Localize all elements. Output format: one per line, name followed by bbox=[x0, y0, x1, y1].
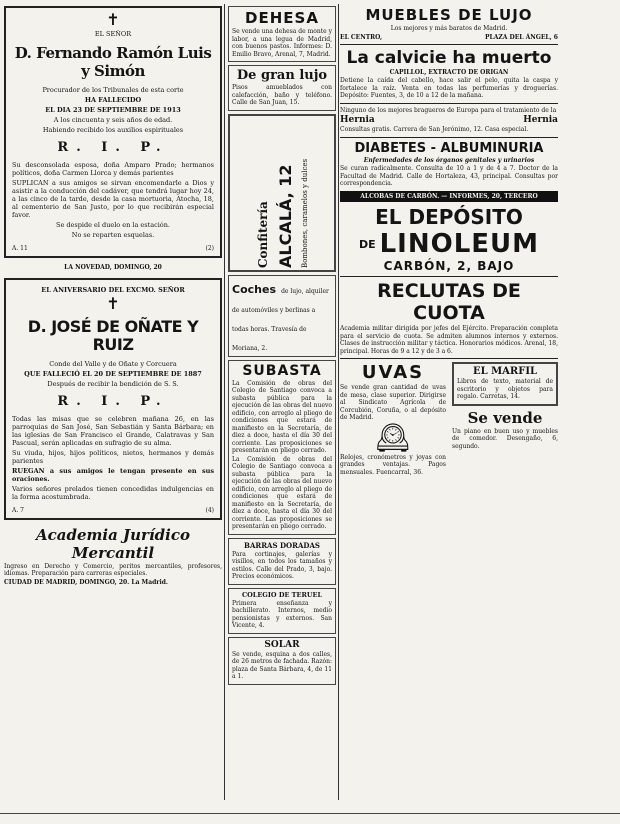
alcobas-banner: ALCOBAS DE CARBÓN. — INFORMES, 20, TERCERO bbox=[340, 191, 558, 203]
calvicie-ad bbox=[340, 48, 558, 100]
colegio-text: Primera enseñanza y bachillerato. Internos, medio pensionistas y externos. San Vicente, 4. bbox=[232, 599, 332, 629]
deposito-heading: EL DEPÓSITO bbox=[375, 205, 523, 229]
obit-age: A los cincuenta y seis años de edad. bbox=[53, 116, 173, 124]
diabetes-text: Se curan radicalmente. Consulta de 10 a 1 y de 4 a 7. Doctor de la Facultad de Madrid. Calle de Hortaleza, 43, principal. Consultas por correspondencia. bbox=[340, 165, 558, 187]
obit2-request: RUEGAN a sus amigos le tengan presente en sus oraciones. bbox=[12, 466, 214, 483]
coches-text: de lujo, alquiler de automóviles y berlinas a todas horas. Travesía de Moriana, 2. bbox=[232, 287, 329, 352]
muebles-ad bbox=[340, 6, 558, 41]
calvicie-text: Detiene la caída del cabello, hace salir el pelo, quita la caspa y fortalece la raíz. Venta en todas las perfumerías y droguerías. Depósito: Fuentes, 3, de 10 a 12 de la mañana. bbox=[340, 77, 558, 99]
marfil-text: Libros de texto, material de escritorio y objetos para regalo. Carretas, 14. bbox=[457, 378, 553, 400]
vende-title: Se vende bbox=[467, 408, 543, 427]
de-word: DE bbox=[358, 237, 376, 251]
column-classifieds bbox=[228, 6, 336, 688]
dehesa-text: Se vende una dehesa de monte y labor, a una legua de Madrid, con buenos pastos. Informes: D. Emilio Bravo, Arenal, 7, Madrid. bbox=[232, 28, 332, 58]
coches-title: Coches bbox=[232, 282, 276, 296]
cross-icon: ✝ bbox=[106, 10, 120, 29]
braguero-ad bbox=[340, 107, 558, 134]
solar-text: Se vende, esquina a dos calles, de 26 metros de fachada. Razón: plaza de Santa Bárbara, 4, de 11 a 1. bbox=[232, 650, 332, 680]
solar-title: SOLAR bbox=[264, 639, 300, 650]
obit-sacraments: Habiendo recibido los auxilios espirituales bbox=[42, 126, 184, 134]
clock-icon: 🕰 bbox=[375, 420, 411, 454]
muebles-title: MUEBLES DE LUJO bbox=[365, 6, 533, 24]
obit-code-right: (2) bbox=[205, 245, 214, 252]
subasta-ad bbox=[228, 360, 336, 535]
page-signature: LA NOVEDAD, DOMINGO, 20 bbox=[64, 264, 162, 271]
braguero-text: Ninguno de los mejores bragueros de Europa para el tratamiento de la bbox=[340, 106, 557, 114]
reclutas-title: RECLUTAS DE CUOTA bbox=[377, 280, 521, 324]
obituary-onate bbox=[4, 278, 222, 520]
marfil-ad bbox=[452, 362, 558, 406]
solar-ad bbox=[228, 637, 336, 685]
calvicie-title: La calvicie ha muerto bbox=[346, 47, 552, 68]
diabetes-sub: Enfermedades de los órganos genitales y urinarios bbox=[363, 156, 535, 164]
lujo-ad bbox=[228, 65, 336, 111]
obit-duelo: Se despide el duelo en la estación. bbox=[56, 221, 170, 229]
column-obituaries bbox=[4, 6, 222, 587]
calvicie-sub: CAPILLOL, EXTRACTO DE ORIGAN bbox=[389, 68, 509, 76]
obit-fallecio: HA FALLECIDO bbox=[84, 96, 142, 104]
colegio-title: COLEGIO DE TERUEL bbox=[241, 590, 323, 599]
uvas-title: UVAS bbox=[361, 362, 425, 383]
coches-ad bbox=[228, 275, 336, 357]
colegio-ad bbox=[228, 588, 336, 634]
obit2-code-right: (4) bbox=[205, 506, 214, 514]
obit-request: SUPLICAN a sus amigos se sirvan encomendarle a Dios y asistir a la conducción del cadáver, que tendrá lugar hoy 24, a las cinco de la tarde, desde la casa mortuoria, Atocha, 18, al cementerio de San Justo, por lo que recibirán especial favor. bbox=[12, 179, 214, 219]
obit-extra: No se reparten esquelas. bbox=[71, 231, 155, 239]
vertical-text-1: Confitería bbox=[255, 200, 270, 268]
obit-role: Procurador de los Tribunales de esta corte bbox=[42, 86, 184, 94]
linoleum-brand: LINOLEUM bbox=[379, 229, 540, 259]
vende-ad bbox=[452, 409, 558, 451]
muebles-right: PLAZA DEL ÁNGEL, 6 bbox=[484, 33, 558, 41]
obit2-code: A. 7 bbox=[12, 506, 24, 514]
uvas-ad bbox=[340, 362, 446, 477]
obit-rip: R. I. P. bbox=[57, 140, 169, 155]
muebles-left: EL CENTRO, bbox=[340, 33, 383, 41]
barras-title: BARRAS DORADAS bbox=[244, 540, 320, 550]
subasta-text: La Comisión de obras del Colegio de Santiago convoca a subasta pública para la ejecución de las obras del nuevo edificio, con arreglo al pliego de condiciones que estará de manifiesto en la Secretaría, de diez a doce, hasta el día 30 del corriente. Las proposiciones se presentarán en pliego cerrado. bbox=[232, 379, 332, 454]
hernia-word-2: Hernia bbox=[523, 115, 558, 125]
subasta-title: SUBASTA bbox=[242, 362, 322, 379]
lujo-title: De gran lujo bbox=[236, 68, 328, 83]
obit2-rip: R. I. P. bbox=[57, 393, 169, 409]
obit-date: EL DIA 23 DE SEPTIEMBRE DE 1913 bbox=[45, 106, 181, 114]
braguero-text-2: Consultas gratis. Carrera de San Jerónimo, 12. Casa especial. bbox=[340, 126, 529, 133]
lujo-text: Pisos amueblados con calefacción, baño y teléfono. Calle de San Juan, 15. bbox=[232, 84, 332, 106]
obit-title: EL SEÑOR bbox=[94, 30, 132, 38]
academia-foot: CIUDAD DE MADRID, DOMINGO, 20. La Madrid. bbox=[4, 578, 169, 586]
barras-ad bbox=[228, 538, 336, 585]
diabetes-title: DIABETES - ALBUMINURIA bbox=[354, 140, 544, 156]
diabetes-ad bbox=[340, 141, 558, 188]
column-ads bbox=[340, 6, 558, 477]
obit2-body: Todas las misas que se celebren mañana 26, en las parroquias de San José, San Sebastián y Santa Bárbara; en las iglesias de San Francisco el Grande, Calatravas y San Pascual, serán aplicadas en sufragio de su alma. bbox=[12, 414, 214, 447]
subasta-text-cont: La Comisión de obras del Colegio de Santiago convoca a subasta pública para la ejecución de las obras del nuevo edificio, con arreglo al pliego de condiciones que estará de manifiesto en la Secretaría, de diez a doce, hasta el día 30 del corriente. Las proposiciones se presentarán en pliego cerrado. bbox=[232, 455, 332, 530]
confiteria-ad bbox=[228, 114, 336, 272]
vertical-text-3: Bombones, caramelos y dulces bbox=[300, 158, 309, 268]
academia-ad bbox=[4, 526, 222, 587]
linoleum-ad bbox=[340, 205, 558, 273]
page-bottom-rule bbox=[0, 813, 620, 814]
obit2-role: Conde del Valle y de Oñate y Corcuera bbox=[49, 359, 177, 368]
barras-text: Para cortinajes, galerías y visillos, en todos los tamaños y estilos. Calle del Prado, 3, bajo. Precios económicos. bbox=[232, 550, 332, 580]
relojes-text: Relojes, cronómetros y joyas con grandes ventajas. Pagos mensuales. Fuencarral, 36. bbox=[340, 453, 446, 476]
obit-code: A. 11 bbox=[12, 245, 28, 252]
dehesa-title: DEHESA bbox=[245, 9, 319, 27]
obit2-family: Su viuda, hijos, hijos políticos, nietos, hermanos y demás parientes bbox=[12, 448, 214, 465]
dehesa-ad bbox=[228, 6, 336, 62]
obit2-note: Varios señores prelados tienen concedidas indulgencias en la forma acostumbrada. bbox=[12, 484, 214, 501]
obit-family: Su desconsolada esposa, doña Amparo Prado; hermanos políticos, doña Carmen Llorca y demás parientes bbox=[12, 161, 214, 177]
obit2-name: D. JOSÉ DE OÑATE Y RUIZ bbox=[27, 316, 199, 354]
hernia-word: Hernia bbox=[340, 115, 375, 125]
uvas-text: Se vende gran cantidad de uvas de mesa, clase superior. Dirigirse al Sindicato Agrícola de Corcubión, Coruña, o al depósito de Madrid. bbox=[340, 384, 446, 421]
obituary-luis-simon bbox=[4, 6, 222, 258]
obit2-header: EL ANIVERSARIO DEL EXCMO. SEÑOR bbox=[41, 285, 185, 294]
vende-text: Un piano en buen uso y muebles de comedor. Desengaño, 6, segundo. bbox=[452, 427, 558, 450]
marfil-title: EL MARFIL bbox=[472, 366, 538, 377]
reclutas-text: Academia militar dirigida por jefes del Ejército. Preparación completa para el servicio de cuota. Se admiten alumnos internos y externos. Clases de instrucción militar y táctica. Honorarios módicos. Arenal, 18, principal. Horas de 9 a 12 y de 3 a 6. bbox=[340, 325, 558, 355]
academia-title: Academia Jurídico Mercantil bbox=[36, 525, 190, 562]
vertical-text-2: ALCALÁ, 12 bbox=[275, 164, 295, 268]
obit2-sacraments: Después de recibir la bendición de S. S. bbox=[47, 379, 179, 388]
reclutas-ad bbox=[340, 280, 558, 355]
linoleum-address: CARBÓN, 2, BAJO bbox=[383, 259, 515, 273]
muebles-text: Los mejores y más baratos de Madrid. bbox=[390, 25, 508, 32]
cross-icon: ✝ bbox=[106, 293, 120, 313]
obit-name: D. Fernando Ramón Luis y Simón bbox=[14, 44, 212, 80]
obit2-fallecio: QUE FALLECIÓ EL 20 DE SEPTIEMBRE DE 1887 bbox=[24, 369, 202, 378]
academia-text: Ingreso en Derecho y Comercio, peritos mercantiles, profesores, idiomas. Preparación para carreras especiales. bbox=[4, 562, 222, 577]
